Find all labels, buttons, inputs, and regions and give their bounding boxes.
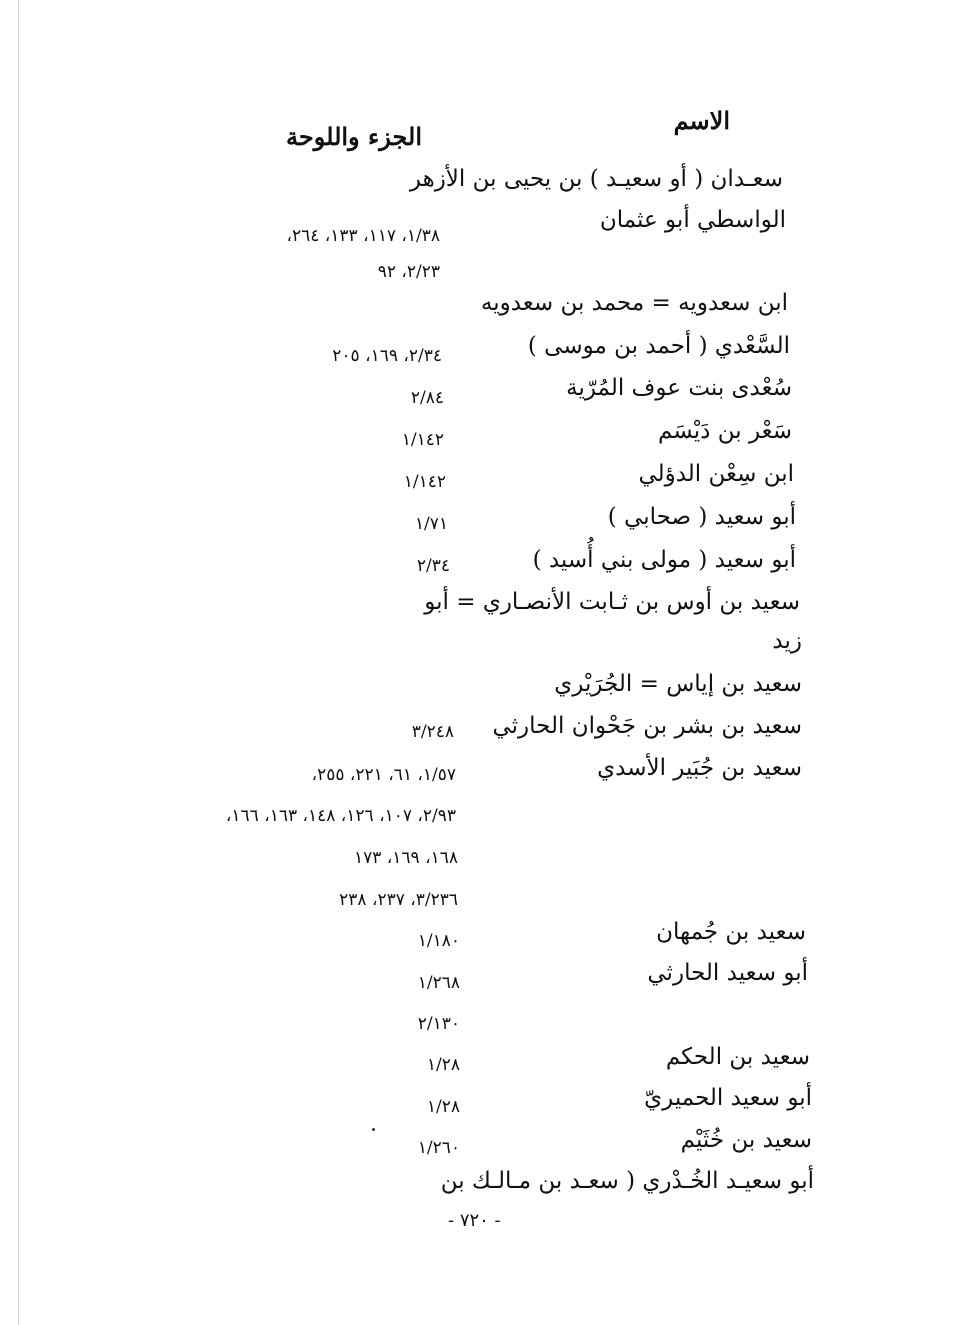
entry-name: الواسطي أبو عثمان	[599, 207, 786, 233]
entry-name: سعيد بن جُمهان	[656, 919, 806, 945]
entry-reference: ٣/٢٣٦، ٢٣٧، ٢٣٨	[339, 890, 458, 910]
entry-reference: ٢/٣٤	[416, 556, 450, 576]
page-number: - ٧٢٠ -	[448, 1210, 501, 1231]
entry-name: ابن سِعْن الدؤلي	[638, 461, 794, 487]
entry-name: سعيد بن الحكم	[665, 1044, 810, 1070]
entry-reference: ٢/٨٤	[410, 388, 444, 408]
entry-name: أبو سعيد الحارثي	[647, 960, 808, 986]
entry-name: سُعْدى بنت عوف المُرّية	[566, 375, 792, 401]
entry-reference: ٢/١٣٠	[417, 1014, 460, 1034]
entry-name: سعـدان ( أو سعيـد ) بن يحيى بن الأزهر	[409, 166, 783, 192]
entry-reference: ١/١٨٠	[417, 931, 460, 951]
entry-name: أبو سعيد ( صحابي )	[607, 504, 796, 530]
scan-edge-line	[18, 0, 19, 1325]
entry-name: سعيد بن جُبَير الأسدي	[597, 755, 802, 781]
entry-reference: ٢/٩٣، ١٠٧، ١٢٦، ١٤٨، ١٦٣، ١٦٦،	[225, 806, 456, 826]
entry-name: أبو سعيد ( مولى بني أُسيد )	[532, 547, 796, 573]
entry-name: ابن سعدويه = محمد بن سعدويه	[480, 290, 788, 316]
entry-reference: ١٦٨، ١٦٩، ١٧٣	[354, 848, 458, 868]
entry-reference: ١/٥٧، ٦١، ٢٢١، ٢٥٥،	[311, 765, 456, 785]
ink-speck	[372, 1128, 375, 1131]
entry-name: سعيد بن بشر بن جَحْوان الحارثي	[492, 713, 802, 739]
entry-reference: ١/٧١	[414, 514, 448, 534]
entry-name: أبو سعيد الحميريّ	[644, 1085, 812, 1111]
entry-name: سعيد بن أوس بن ثـابت الأنصـاري = أبو	[424, 589, 800, 615]
entry-reference: ١/٢٦٠	[417, 1138, 460, 1158]
entry-reference: ١/٣٨، ١١٧، ١٣٣، ٢٦٤،	[286, 226, 440, 246]
entry-name: السَّعْدي ( أحمد بن موسى )	[527, 333, 790, 359]
entry-reference: ٣/٢٤٨	[411, 722, 454, 742]
entry-reference: ٢/٢٣، ٩٢	[377, 262, 440, 282]
entry-name: زيد	[772, 628, 802, 654]
entry-name: سعيد بن خُثَيْم	[680, 1127, 812, 1153]
entry-reference: ١/٢٨	[426, 1055, 460, 1075]
column-header-reference: الجزء واللوحة	[286, 122, 422, 151]
entry-name: أبو سعيـد الخُـدْري ( سعـد بن مـالـك بن	[440, 1168, 814, 1194]
entry-reference: ١/١٤٢	[403, 472, 446, 492]
column-header-name: الاسم	[673, 106, 730, 135]
entry-reference: ١/٢٨	[426, 1097, 460, 1117]
entry-reference: ٢/٣٤، ١٦٩، ٢٠٥	[332, 346, 442, 366]
entry-reference: ١/١٤٢	[401, 430, 444, 450]
entry-reference: ١/٢٦٨	[417, 973, 460, 993]
entry-name: سَعْر بن دَيْسَم	[657, 418, 792, 444]
entry-name: سعيد بن إياس = الجُرَيْري	[554, 671, 802, 697]
